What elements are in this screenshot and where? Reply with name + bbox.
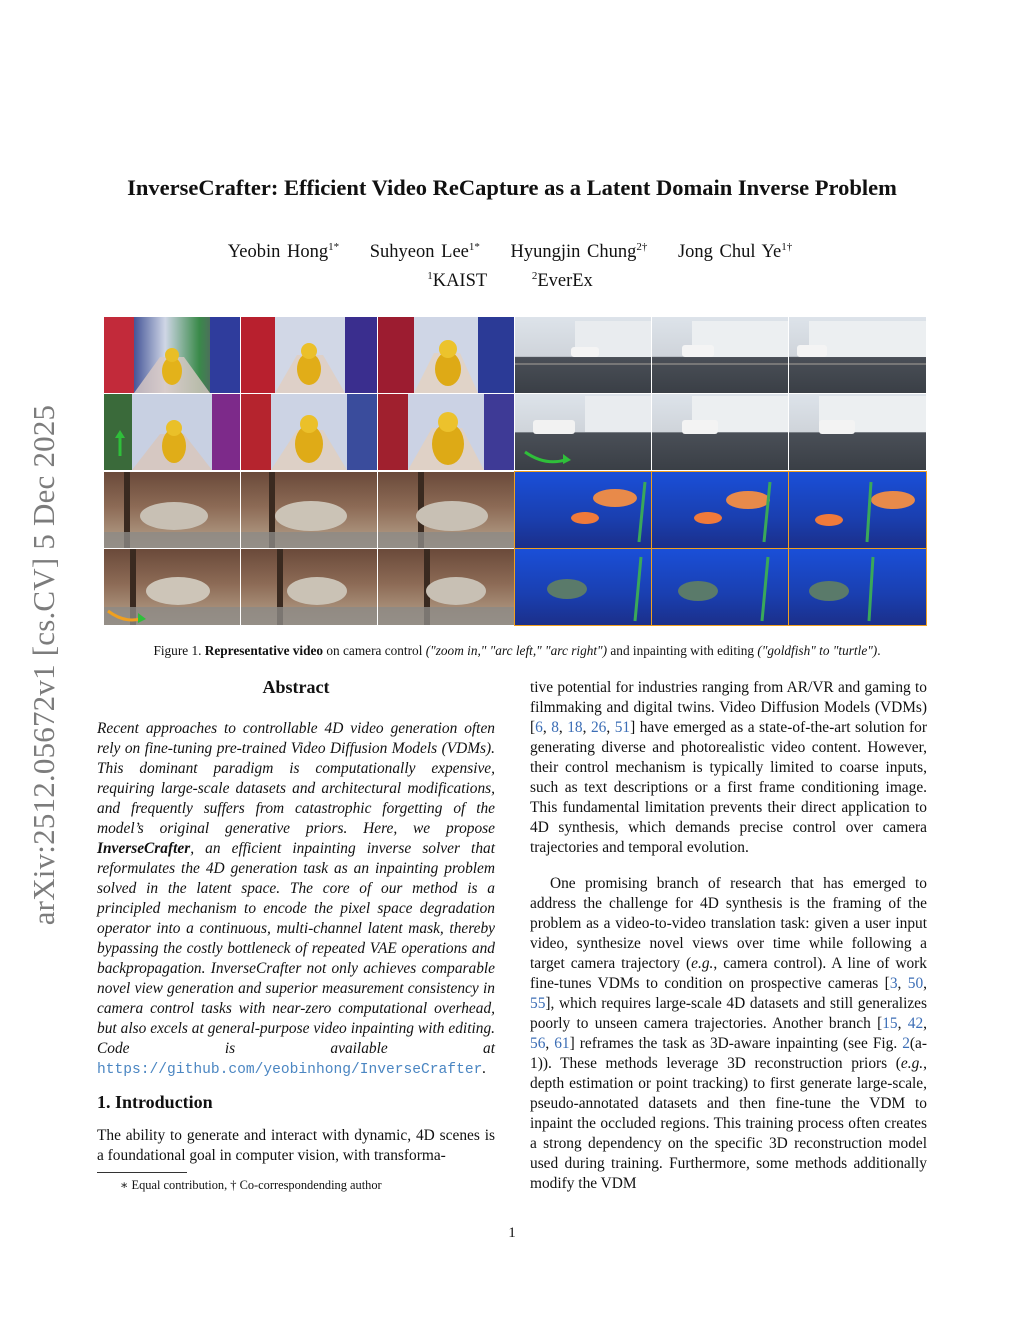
turtle-frame bbox=[515, 549, 651, 625]
footnote: ∗ Equal contribution, † Co-correspondending author bbox=[120, 1178, 382, 1192]
introduction-paragraph: The ability to generate and interact with dynamic, 4D scenes is a foundational goal in computer vision, with transforma- bbox=[97, 1127, 495, 1164]
author: Jong Chul $Ye^{1\dagger}$ bbox=[677, 241, 793, 263]
figure-reference[interactable]: 2 bbox=[902, 1035, 910, 1052]
bear-city-frame bbox=[241, 394, 377, 470]
citation[interactable]: 56 bbox=[530, 1035, 546, 1052]
street-car-frame bbox=[652, 394, 788, 470]
affiliation: $^2$EverEx bbox=[531, 270, 593, 292]
turtle-frame bbox=[789, 549, 926, 625]
citation[interactable]: 55 bbox=[530, 995, 546, 1012]
page-number: 1 bbox=[508, 1225, 516, 1241]
rhino-frame bbox=[378, 549, 514, 625]
goldfish-frame bbox=[652, 472, 788, 548]
street-car-frame bbox=[652, 317, 788, 393]
citation[interactable]: 51 bbox=[614, 719, 631, 736]
rhino-frame bbox=[104, 549, 240, 625]
abstract-body: Recent approaches to controllable 4D video generation often rely on fine-tuning pre-trained Video Diffusion Models (VDMs). This dominant paradigm is computationally expensive, requiring large-scale datasets and architectural modifications, and frequently suffers from catastrophic forgetting of the model’s original generative priors. Here, we propose InverseCrafter, an efficient inpainting inverse solver that reformulates the 4D generation task as an inpainting problem solved in the latent space. The core of our method is a principled mechanism to encode the pixel space degradation operator into a continuous, multi-channel latent mask, thereby bypassing the costly bottleneck of repeated VAE operations and backpropagation. InverseCrafter not only achieves comparable novel view generation and superior measurement consistency in camera control tasks with near-zero computational overhead, but also excels at general-purpose video inpainting with editing. Code is available at https://github.com/yeobinhong/InverseCrafter. bbox=[97, 720, 495, 1078]
citation[interactable]: 18 bbox=[567, 719, 583, 736]
abstract-heading: Abstract bbox=[262, 677, 330, 697]
citation[interactable]: 15 bbox=[882, 1015, 898, 1032]
author-list bbox=[100, 241, 920, 263]
citation[interactable]: 26 bbox=[590, 719, 607, 736]
paper-title: InverseCrafter: Efficient Video ReCapture as a Latent Domain Inverse Problem bbox=[127, 175, 897, 200]
street-car-frame bbox=[515, 317, 651, 393]
turtle-frame bbox=[652, 549, 788, 625]
citation[interactable]: 61 bbox=[554, 1035, 570, 1052]
affiliation-list bbox=[100, 270, 920, 292]
street-car-frame bbox=[789, 317, 926, 393]
code-link[interactable]: https://github.com/yeobinhong/InverseCrafter bbox=[97, 1062, 483, 1078]
arxiv-sidebar-stamp bbox=[14, 380, 74, 950]
street-car-frame bbox=[789, 394, 926, 470]
author: Yeobin Hong$^{1*}$ bbox=[227, 241, 340, 263]
citation[interactable]: 42 bbox=[907, 1015, 924, 1032]
footnote-rule bbox=[97, 1172, 187, 1173]
figure-1-caption: Figure 1. Representative video on camera control ("zoom in," "arc left," "arc right") and inpainting with editing ("goldfish" to "turtle"). bbox=[153, 643, 881, 658]
arxiv-identifier: arXiv:2512.05672v1 [cs.CV] 5 Dec 2025 bbox=[26, 404, 61, 926]
rhino-frame bbox=[104, 472, 240, 548]
affiliation: $^1$KAIST bbox=[427, 270, 488, 292]
citation[interactable]: 8 bbox=[551, 719, 559, 736]
introduction-heading: 1. Introduction bbox=[97, 1092, 213, 1112]
goldfish-frame bbox=[789, 472, 926, 548]
intro-paragraph-2: One promising branch of research that has emerged to address the challenge for 4D synthesis is the framing of the problem as a video-to-video translation task: given a user input video, synthesize novel views over time while following a target camera trajectory (e.g., camera control). A line of work fine-tunes VDMs to condition on prospective cameras [3, 50, 55], which requires large-scale 4D datasets and still generalizes poorly to unseen camera trajectories. Another branch [15, 42, 56, 61] reframes the task as 3D-aware inpainting (see Fig. 2(a-1)). These methods leverage 3D reconstruction priors (e.g., depth estimation or point tracking) to first generate large-scale, pseudo-annotated datasets and then fine-tune the VDM to inpaint the occluded regions. This training process often creates a strong dependency on the specific 3D reconstruction model used during training. Furthermore, some methods additionally modify the VDM bbox=[530, 875, 927, 1192]
bear-city-frame bbox=[378, 317, 514, 393]
citation[interactable]: 6 bbox=[535, 719, 543, 736]
author: Suhyeon Lee$^{1*}$ bbox=[369, 241, 480, 263]
author: Hyungjin Chung$^{2\dagger}$ bbox=[510, 241, 648, 263]
bear-city-frame bbox=[241, 317, 377, 393]
rhino-frame bbox=[241, 549, 377, 625]
rhino-frame bbox=[378, 472, 514, 548]
figure-1-grid bbox=[104, 317, 926, 625]
intro-paragraph-continued: tive potential for industries ranging from AR/VR and gaming to filmmaking and digital twins. Video Diffusion Models (VDMs) [6, 8, 18, 26, 51] have emerged as a state-of-the-art solution for generating diverse and photorealistic video content. However, their control mechanism is typically limited to coarse inputs, such as text descriptions or a first frame conditioning image. This fundamental limitation prevents their direct application to 4D synthesis, which demands precise control over camera trajectories and temporal evolution. bbox=[530, 679, 928, 856]
bear-city-frame bbox=[378, 394, 514, 470]
citation[interactable]: 3 bbox=[889, 975, 898, 992]
goldfish-frame bbox=[515, 472, 651, 548]
bear-city-frame bbox=[104, 317, 240, 393]
citation[interactable]: 50 bbox=[907, 975, 924, 992]
rhino-frame bbox=[241, 472, 377, 548]
bear-city-frame bbox=[104, 394, 240, 470]
street-car-frame bbox=[515, 394, 651, 470]
